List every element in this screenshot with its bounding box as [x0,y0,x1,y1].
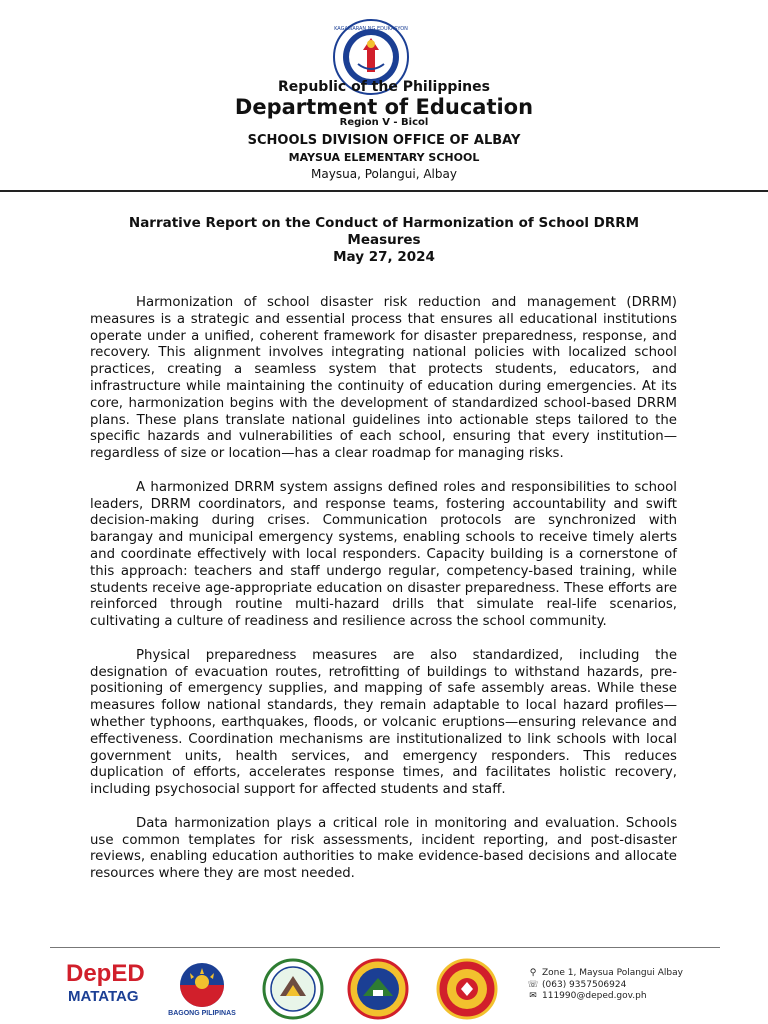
report-title-block [80,215,688,266]
matatag-logo-text: MATATAG [68,988,139,1005]
header-divider [0,190,768,192]
location-icon: ⚲ [529,968,537,978]
seal-text: KAGAWARAN NG EDUKASYON [334,26,408,32]
report-date: May 27, 2024 [333,249,435,265]
bagong-pilipinas-emblem-icon [160,960,244,1010]
email-icon: ✉ [529,991,537,1001]
school-seal-icon [432,958,502,1020]
contact-email-row [527,991,683,1003]
contact-address: Zone 1, Maysua Polangui Albay [542,968,683,978]
contact-email: 111990@deped.gov.ph [542,991,647,1001]
department-name: Department of Education [234,95,534,119]
district-seal-icon [343,958,413,1020]
school-address: Maysua, Polangui, Albay [311,167,457,181]
paragraph-3: Physical preparedness measures are also standardized, including the designation of evacuation routes, retrofitting of buildings to withstand hazards, pre-positioning of emergency supplies, and mapping of safe assembly areas. While these measures follow national standards, they remain adaptable to local hazard profiles—whether typhoons, earthquakes, floods, or volcanic eruptions—ensuring relevance and effectiveness. Coordination mechanisms are institutionalized to link schools with local government units, health services, and emergency responders. This reduces duplication of efforts, accelerates response times, and facilitates holistic recovery, including psychosocial support for affected students and staff. [90,647,677,798]
contact-info [527,968,683,1003]
report-title-line1: Narrative Report on the Conduct of Harmonization of School DRRM [128,215,640,231]
contact-phone: (063) 9357506924 [542,979,627,990]
report-body [90,295,677,900]
contact-address-row [527,968,683,980]
school-name: MAYSUA ELEMENTARY SCHOOL [288,151,480,164]
bagong-pilipinas-text: BAGONG PILIPINAS [168,1010,236,1017]
paragraph-4: Data harmonization plays a critical role in monitoring and evaluation. Schools use common templates for risk assessments, incident reporting, and post-disaster reviews, enabling education authorities to make evidence-based decisions and allocate resources where they are most needed. [90,815,677,882]
deped-matatag-logo [66,960,150,1018]
paragraph-2: A harmonized DRRM system assigns defined roles and responsibilities to school leaders, DRRM coordinators, and response teams, fostering accountability and swift decision-making during crises. Communication protocols are synchronized with barangay and municipal emergency systems, enabling schools to receive timely alerts and coordinate effectively with local responders. Capacity building is a cornerstone of this approach: teachers and staff undergo regular, competency-based training, while students receive age-appropriate education on disaster preparedness. These efforts are reinforced through routine multi-hazard drills that simulate real-life scenarios, cultivating a culture of readiness and resilience across the school community. [90,479,677,630]
report-title-line2: Measures [347,232,421,248]
paragraph-1: Harmonization of school disaster risk reduction and management (DRRM) measures is a strategic and essential process that ensures all educational institutions operate under a unified, coherent framework for disaster preparedness, response, and recovery. This alignment involves integrating national policies with localized school practices, creating a seamless system that protects students, educators, and infrastructure while maintaining the continuity of education during emergencies. At its core, harmonization begins with the development of standardized school-based DRRM plans. These plans translate national guidelines into actionable steps tailored to the specific hazards and vulnerabilities of each school, ensuring that every institution—regardless of size or location—has a clear roadmap for managing risks. [90,295,677,462]
bagong-pilipinas-logo [160,960,244,1020]
contact-phone-row [527,980,683,992]
schools-division-seal-icon [258,958,328,1020]
phone-icon: ☏ [527,979,539,990]
division-line: SCHOOLS DIVISION OFFICE OF ALBAY [247,133,521,148]
republic-line: Republic of the Philippines [278,79,490,95]
region-line: Region V - Bicol [339,117,429,128]
letterhead-footer [0,946,768,1024]
deped-logo-text: DepED [66,960,145,987]
footer-divider [50,947,720,948]
